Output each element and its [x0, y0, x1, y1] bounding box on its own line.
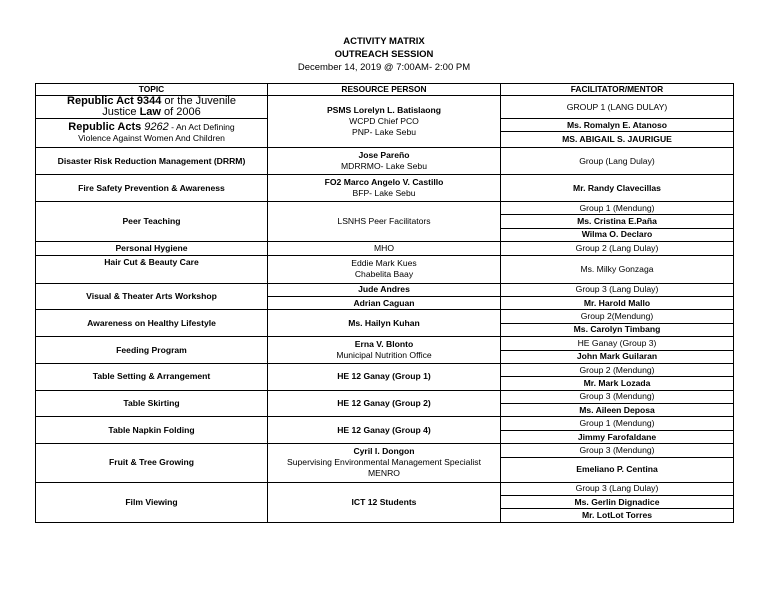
- resource-name: Eddie Mark Kues: [351, 258, 417, 269]
- topic-cell: Fire Safety Prevention & Awareness: [36, 175, 268, 202]
- facilitator-cell: Group 1 (Mendung): [501, 417, 734, 430]
- topic-cell: Awareness on Healthy Lifestyle: [36, 310, 268, 337]
- resource-detail: Municipal Nutrition Office: [336, 350, 432, 361]
- facilitator-cell: Group 2 (Mendung): [501, 363, 734, 376]
- resource-cell: Adrian Caguan: [268, 296, 501, 309]
- topic-cell: Feeding Program: [36, 337, 268, 364]
- ra9262-text: - An Act Defining: [168, 122, 235, 132]
- facilitator-cell: Ms. Milky Gonzaga: [501, 255, 734, 283]
- resource-cell: [268, 337, 501, 364]
- topic-cell: Film Viewing: [36, 482, 268, 522]
- topic-cell: Hair Cut & Beauty Care: [36, 255, 268, 283]
- resource-detail: MENRO: [368, 468, 400, 479]
- facilitator-cell: Mr. Harold Mallo: [501, 296, 734, 309]
- resource-cell: Ms. Hailyn Kuhan: [268, 310, 501, 337]
- ra9262-label: Republic Acts: [68, 121, 142, 133]
- column-header-resource: RESOURCE PERSON: [268, 84, 501, 96]
- facilitator-cell: Group 3 (Mendung): [501, 390, 734, 403]
- resource-detail: WCPD Chief PCO: [349, 116, 419, 126]
- resource-cell: Jude Andres: [268, 283, 501, 296]
- topic-cell: Personal Hygiene: [36, 242, 268, 255]
- facilitator-cell: Group (Lang Dulay): [501, 148, 734, 175]
- resource-name: Cyril I. Dongon: [353, 446, 415, 457]
- facilitator-cell: HE Ganay (Group 3): [501, 337, 734, 350]
- table-row: [36, 283, 734, 296]
- facilitator-cell: Mr. Mark Lozada: [501, 377, 734, 390]
- facilitator-cell: Jimmy Farofaldane: [501, 430, 734, 443]
- topic-cell: Table Skirting: [36, 390, 268, 417]
- topic-cell: [36, 96, 268, 119]
- ra9262-number: 9262: [141, 121, 169, 133]
- ra9344-text: Justice: [102, 106, 140, 118]
- facilitator-cell: [501, 96, 734, 119]
- table-header-row: [36, 84, 734, 96]
- resource-detail: MDRRMO- Lake Sebu: [341, 161, 427, 171]
- facilitator-cell: Ms. Carolyn Timbang: [501, 323, 734, 336]
- resource-detail: PNP- Lake Sebu: [351, 127, 416, 137]
- resource-cell: [268, 148, 501, 175]
- table-row: [36, 417, 734, 430]
- facilitator-group: GROUP 1 (LANG DULAY): [566, 101, 668, 112]
- facilitator-cell: John Mark Guilaran: [501, 350, 734, 363]
- doc-date: December 14, 2019 @ 7:00AM- 2:00 PM: [297, 62, 471, 73]
- ra9344-law: Law: [139, 106, 161, 118]
- facilitator-cell: Wilma O. Declaro: [501, 228, 734, 241]
- topic-cell: Table Setting & Arrangement: [36, 363, 268, 390]
- table-row: [36, 337, 734, 350]
- table-row: [36, 310, 734, 323]
- table-row: [36, 363, 734, 376]
- facilitator-cell: Group 1 (Mendung): [501, 202, 734, 215]
- resource-cell: [268, 175, 501, 202]
- facilitator-cell: Mr. LotLot Torres: [501, 509, 734, 522]
- resource-cell: HE 12 Ganay (Group 1): [268, 363, 501, 390]
- facilitator-cell: Group 2(Mendung): [501, 310, 734, 323]
- table-row: [36, 444, 734, 457]
- resource-name: Jose Pareño: [358, 150, 410, 160]
- resource-name: Erna V. Blonto: [354, 339, 414, 350]
- resource-cell: HE 12 Ganay (Group 4): [268, 417, 501, 444]
- resource-cell: ICT 12 Students: [268, 482, 501, 522]
- topic-cell: Visual & Theater Arts Workshop: [36, 283, 268, 310]
- facilitator-name: Ms. Romalyn E. Atanoso: [501, 119, 733, 132]
- resource-detail: Supervising Environmental Management Specialist: [287, 457, 481, 468]
- table-row: [36, 175, 734, 202]
- topic-cell: [36, 119, 268, 148]
- facilitator-cell: Group 3 (Lang Dulay): [501, 482, 734, 495]
- resource-cell: [268, 255, 501, 283]
- facilitator-cell: Group 2 (Lang Dulay): [501, 242, 734, 255]
- doc-title: ACTIVITY MATRIX: [343, 36, 425, 47]
- resource-cell: MHO: [268, 242, 501, 255]
- topic-cell: Fruit & Tree Growing: [36, 444, 268, 482]
- facilitator-cell: Mr. Randy Clavecillas: [501, 175, 734, 202]
- ra9344-text: or the Juvenile: [161, 95, 236, 107]
- facilitator-cell: Ms. Cristina E.Paña: [501, 215, 734, 228]
- table-row: [36, 390, 734, 403]
- table-row: [36, 482, 734, 495]
- table-row: [36, 96, 734, 119]
- facilitator-cell: Ms. Aileen Deposa: [501, 404, 734, 417]
- ra9344-text: of 2006: [160, 106, 201, 118]
- facilitator-cell: Emeliano P. Centina: [501, 457, 734, 482]
- resource-name: Chabelita Baay: [354, 269, 414, 280]
- facilitator-cell: Group 3 (Mendung): [501, 444, 734, 457]
- resource-cell: [268, 96, 501, 148]
- resource-cell: LSNHS Peer Facilitators: [268, 202, 501, 242]
- ra9262-text: Violence Against Women And Children: [78, 133, 225, 143]
- table-row: [36, 255, 734, 283]
- activity-matrix-table: [35, 83, 734, 523]
- topic-cell: Table Napkin Folding: [36, 417, 268, 444]
- resource-cell: HE 12 Ganay (Group 2): [268, 390, 501, 417]
- facilitator-cell: [501, 119, 734, 148]
- resource-name: FO2 Marco Angelo V. Castillo: [324, 177, 444, 187]
- facilitator-name: MS. ABIGAIL S. JAURIGUE: [562, 134, 672, 144]
- column-header-facilitator: FACILITATOR/MENTOR: [501, 84, 734, 96]
- topic-cell: Disaster Risk Reduction Management (DRRM): [36, 148, 268, 175]
- resource-cell: [268, 444, 501, 482]
- facilitator-cell: Ms. Gerlin Dignadice: [501, 496, 734, 509]
- topic-cell: Peer Teaching: [36, 202, 268, 242]
- column-header-topic: TOPIC: [36, 84, 268, 96]
- table-row: [36, 202, 734, 215]
- resource-detail: BFP- Lake Sebu: [352, 188, 416, 198]
- resource-name: PSMS Lorelyn L. Batislaong: [326, 105, 442, 115]
- ra9344-label: Republic Act 9344: [67, 95, 162, 107]
- facilitator-cell: Group 3 (Lang Dulay): [501, 283, 734, 296]
- doc-subtitle: OUTREACH SESSION: [334, 49, 434, 60]
- table-row: [36, 148, 734, 175]
- table-row: [36, 242, 734, 255]
